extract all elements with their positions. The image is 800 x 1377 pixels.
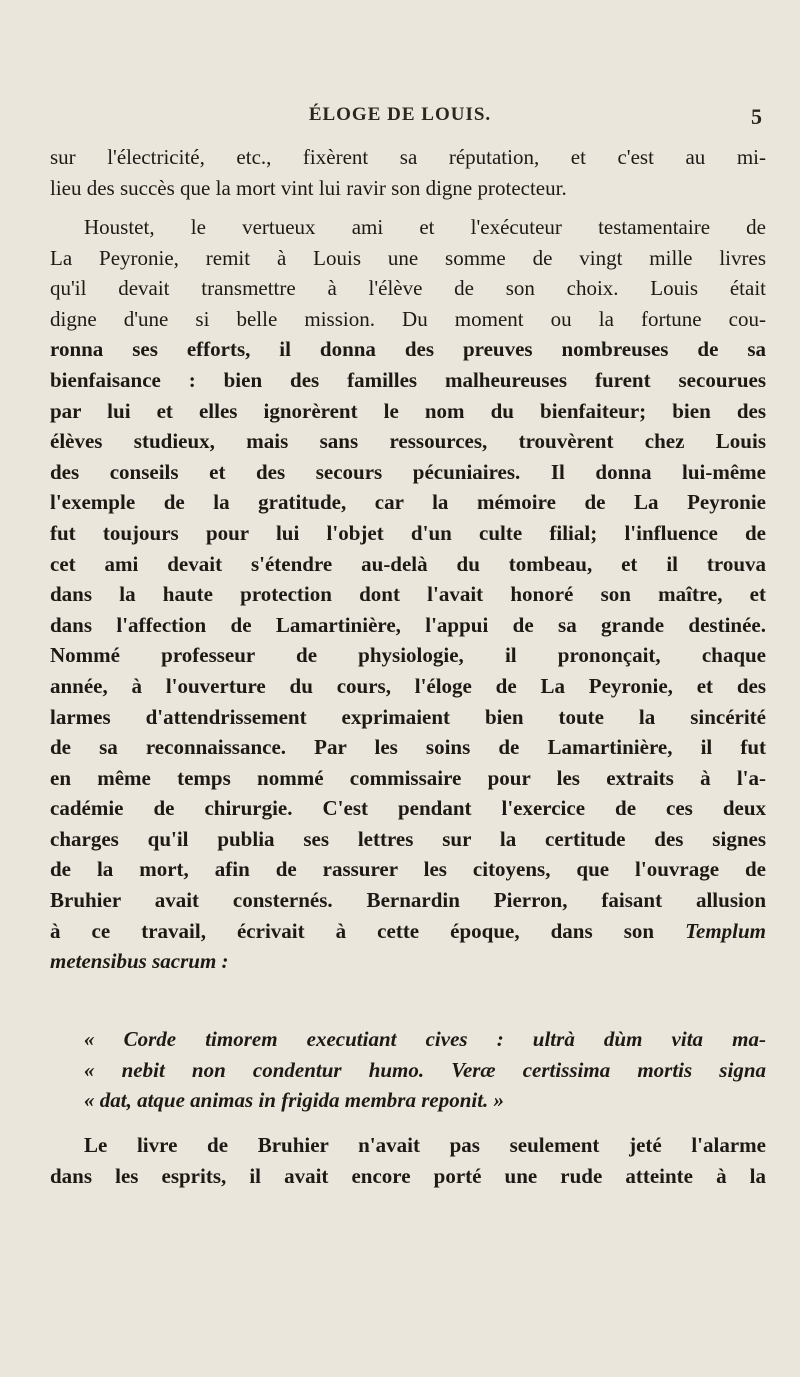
text-line: Bruhier avait consternés. Bernardin Pierron, faisant allusion: [50, 888, 766, 913]
text-line: année, à l'ouverture du cours, l'éloge de La Peyronie, et des: [50, 673, 766, 698]
text-line: l'exemple de la gratitude, car la mémoire de La Peyronie: [50, 490, 766, 515]
text-line: dans l'affection de Lamartinière, l'appui de sa grande destinée.: [50, 612, 766, 637]
text-line: des conseils et des secours pécuniaires. Il donna lui-même: [50, 459, 766, 484]
text-line: lieu des succès que la mort vint lui ravir son digne protecteur.: [50, 175, 567, 200]
text-line: La Peyronie, remit à Louis une somme de vingt mille livres: [50, 245, 766, 270]
text-line-segment: à ce travail, écrivait à cette époque, dans son: [50, 918, 655, 943]
quote-line: « dat, atque animas in frigida membra reponit. »: [84, 1088, 505, 1113]
paragraph-continuation: [50, 142, 766, 203]
paragraph-main: [50, 212, 766, 977]
text-line: élèves studieux, mais sans ressources, trouvèrent chez Louis: [50, 429, 766, 454]
text-line: sur l'électricité, etc., fixèrent sa réputation, et c'est au mi-: [50, 145, 766, 169]
text-line-with-title: [50, 916, 766, 947]
text-line: fut toujours pour lui l'objet d'un culte filial; l'influence de: [50, 520, 766, 545]
text-line: dans la haute protection dont l'avait honoré son maître, et: [50, 582, 766, 607]
text-line: par lui et elles ignorèrent le nom du bienfaiteur; bien des: [50, 398, 766, 423]
book-title-fragment: Templum: [685, 918, 766, 943]
text-line: ronna ses efforts, il donna des preuves nombreuses de sa: [50, 337, 766, 362]
running-head: [0, 104, 800, 129]
text-line: dans les esprits, il avait encore porté une rude atteinte à la: [50, 1163, 766, 1188]
text-line: cadémie de chirurgie. C'est pendant l'exercice de ces deux: [50, 796, 766, 821]
text-line: de sa reconnaissance. Par les soins de Lamartinière, il fut: [50, 735, 766, 760]
page-number: 5: [751, 104, 762, 129]
text-line: charges qu'il publia ses lettres sur la certitude des signes: [50, 826, 766, 851]
text-line: larmes d'attendrissement exprimaient bien toute la sincérité: [50, 704, 766, 729]
paragraph-next: [50, 1130, 766, 1191]
text-line: qu'il devait transmettre à l'élève de son choix. Louis était: [50, 276, 766, 301]
text-line: bienfaisance : bien des familles malheureuses furent secourues: [50, 367, 766, 392]
text-line: Le livre de Bruhier n'avait pas seulement jeté l'alarme: [84, 1133, 766, 1157]
text-line: cet ami devait s'étendre au-delà du tombeau, et il trouva: [50, 551, 766, 576]
text-line: Nommé professeur de physiologie, il prononçait, chaque: [50, 643, 766, 668]
quote-line: « nebit non condentur humo. Veræ certissima mortis signa: [84, 1057, 766, 1082]
text-line: Houstet, le vertueux ami et l'exécuteur testamentaire de: [84, 215, 766, 239]
book-title-line: metensibus sacrum :: [50, 949, 229, 974]
text-line: en même temps nommé commissaire pour les extraits à l'a-: [50, 765, 766, 790]
running-title: ÉLOGE DE LOUIS.: [308, 104, 492, 125]
text-line: de la mort, afin de rassurer les citoyens, que l'ouvrage de: [50, 857, 766, 882]
text-line: digne d'une si belle mission. Du moment ou la fortune cou-: [50, 306, 766, 331]
latin-quote: [50, 1024, 766, 1116]
quote-line: « Corde timorem executiant cives : ultrà dùm vita ma-: [84, 1027, 766, 1051]
